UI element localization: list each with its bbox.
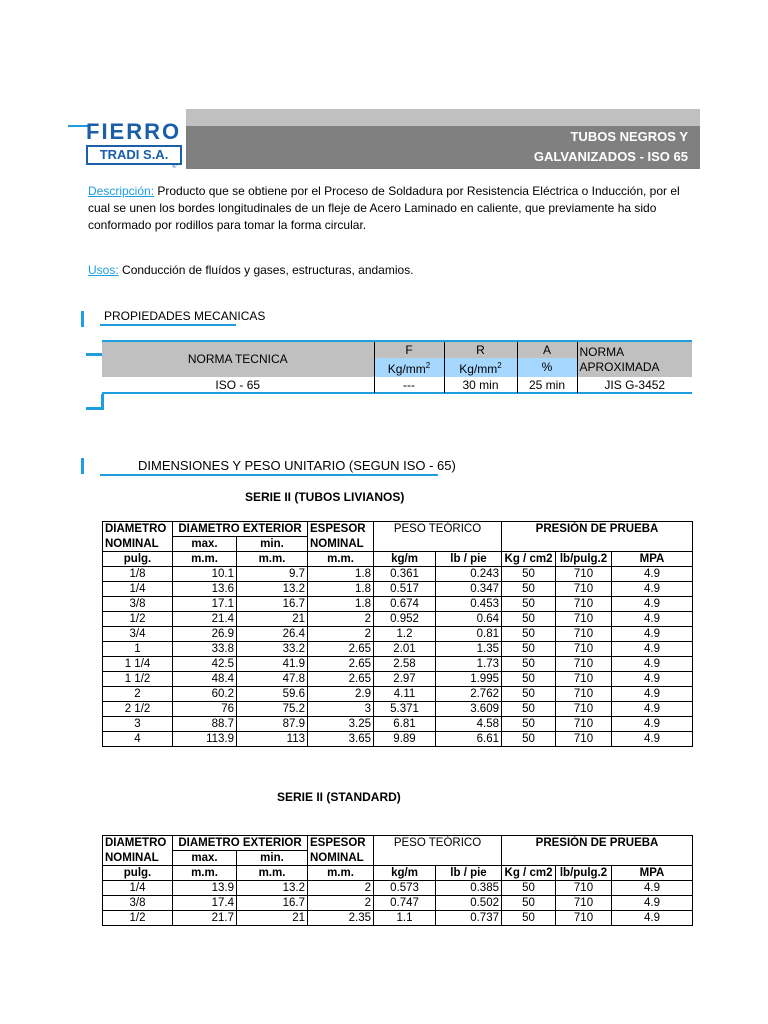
cell-kgcm2: 50 [502,881,556,896]
cell-min: 59.6 [237,687,308,702]
cell-diametro: 2 [103,687,173,702]
cell-max: 76 [173,702,237,717]
unit-kgm: kg/m [374,552,436,567]
cell-min: 21 [237,911,308,926]
cell-mpa: 4.9 [612,672,693,687]
unit-lbpie: lb / pie [436,552,502,567]
table-row [103,627,693,642]
cell-lbpulg2: 710 [556,896,612,911]
unit-kgcm2: Kg / cm2 [502,552,556,567]
cell-espesor: 2 [308,612,374,627]
cell-max: 13.6 [173,582,237,597]
table-row [103,567,693,582]
header-min: min. [237,851,308,866]
cell-lbpulg2: 710 [556,702,612,717]
header-blank [502,537,693,552]
table-row [103,702,693,717]
cell-kgm: 0.747 [374,896,436,911]
cell-max: 88.7 [173,717,237,732]
cell-lbpulg2: 710 [556,881,612,896]
header-r: R [444,342,517,358]
cell-kgm: 1.2 [374,627,436,642]
section-underline [100,474,438,476]
cell-diametro: 1 1/4 [103,657,173,672]
table-row [103,657,693,672]
cell-diametro: 3/4 [103,627,173,642]
unit-mm-min: m.m. [237,866,308,881]
cell-espesor: 2 [308,896,374,911]
serie2-table-body [103,881,693,926]
cell-espesor: 2.65 [308,657,374,672]
header-f: F [374,342,444,358]
unit-r-text: Kg/mm [459,362,498,376]
cell-lbpie: 0.243 [436,567,502,582]
table-row [103,612,693,627]
uses-paragraph [88,262,698,279]
header-blank [374,851,502,866]
unit-f-text: Kg/mm [387,362,426,376]
cell-kgm: 6.81 [374,717,436,732]
table-accent-line [101,394,104,410]
header-peso-teorico: PESO TEÓRICO [374,836,502,851]
cell-kgm: 0.674 [374,597,436,612]
header-espesor: ESPESOR [308,836,374,851]
table-header-row [102,342,692,358]
table-row [102,377,692,393]
cell-lbpulg2: 710 [556,627,612,642]
cell-lbpie: 0.453 [436,597,502,612]
cell-lbpie: 0.385 [436,881,502,896]
unit-r [444,358,517,377]
cell-kgcm2: 50 [502,582,556,597]
cell-r: 30 min [444,377,517,393]
cell-mpa: 4.9 [612,911,693,926]
cell-min: 41.9 [237,657,308,672]
unit-mm-espesor: m.m. [308,866,374,881]
unit-kgm: kg/m [374,866,436,881]
unit-mpa: MPA [612,866,693,881]
company-logo [86,120,186,168]
cell-kgm: 0.361 [374,567,436,582]
table-header-row [103,522,693,537]
unit-mm-espesor: m.m. [308,552,374,567]
cell-kgm: 2.58 [374,657,436,672]
cell-espesor: 2.9 [308,687,374,702]
cell-kgm: 0.573 [374,881,436,896]
cell-max: 17.4 [173,896,237,911]
cell-lbpulg2: 710 [556,582,612,597]
header-norma-aproximada [577,342,692,377]
cell-mpa: 4.9 [612,627,693,642]
unit-mm-max: m.m. [173,866,237,881]
table-row [103,717,693,732]
description-label: Descripción: [88,184,155,198]
table-accent-line [86,353,102,356]
cell-min: 21 [237,612,308,627]
table-row [103,687,693,702]
cell-max: 10.1 [173,567,237,582]
serie2-title: SERIE II (STANDARD) [277,790,401,804]
cell-espesor: 2.65 [308,642,374,657]
cell-kgm: 0.517 [374,582,436,597]
logo-text-tradi: TRADI S.A. [86,145,182,165]
unit-kgcm2: Kg / cm2 [502,866,556,881]
cell-max: 48.4 [173,672,237,687]
cell-a: 25 min [517,377,577,393]
cell-diametro: 3/8 [103,597,173,612]
cell-diametro: 1 1/2 [103,672,173,687]
cell-kgcm2: 50 [502,612,556,627]
cell-lbpulg2: 710 [556,911,612,926]
cell-min: 113 [237,732,308,747]
unit-mm-max: m.m. [173,552,237,567]
cell-espesor: 1.8 [308,567,374,582]
header-diametro-exterior: DIAMETRO EXTERIOR [173,522,308,537]
table-row [103,881,693,896]
cell-min: 9.7 [237,567,308,582]
cell-lbpulg2: 710 [556,687,612,702]
header-peso-teorico: PESO TEÓRICO [374,522,502,537]
section-underline [100,324,236,326]
cell-kgm: 1.1 [374,911,436,926]
cell-mpa: 4.9 [612,896,693,911]
cell-min: 33.2 [237,642,308,657]
table-row [103,896,693,911]
cell-diametro: 1/2 [103,612,173,627]
header-bar-top [186,109,700,126]
unit-lbpulg2: lb/pulg.2 [556,866,612,881]
cell-kgcm2: 50 [502,911,556,926]
section-title-dimensions: DIMENSIONES Y PESO UNITARIO (SEGUN ISO - 65) [138,458,456,473]
cell-espesor: 1.8 [308,582,374,597]
unit-f [374,358,444,377]
table-unit-row [103,552,693,567]
cell-lbpulg2: 710 [556,732,612,747]
page-title-line2: GALVANIZADOS - ISO 65 [533,149,688,164]
unit-pulg: pulg. [103,552,173,567]
cell-espesor: 3.65 [308,732,374,747]
cell-diametro: 1/8 [103,567,173,582]
unit-mm-min: m.m. [237,552,308,567]
cell-mpa: 4.9 [612,881,693,896]
cell-mpa: 4.9 [612,612,693,627]
cell-kgcm2: 50 [502,627,556,642]
cell-kgcm2: 50 [502,687,556,702]
table-header-row [103,851,693,866]
section-marker [81,458,84,474]
table-row [103,672,693,687]
cell-norma: ISO - 65 [215,377,261,392]
cell-mpa: 4.9 [612,597,693,612]
cell-f: --- [374,377,444,393]
unit-lbpie: lb / pie [436,866,502,881]
header-norma-aproximada-line2: APROXIMADA [579,359,660,374]
cell-lbpie: 6.61 [436,732,502,747]
header-espesor-nominal: NOMINAL [308,851,374,866]
cell-kgm: 4.11 [374,687,436,702]
cell-lbpulg2: 710 [556,597,612,612]
cell-diametro: 2 1/2 [103,702,173,717]
cell-mpa: 4.9 [612,582,693,597]
description-text: Producto que se obtiene por el Proceso de Soldadura por Resistencia Eléctrica o Inducción, por el cual se unen los bordes longitudinales de un fleje de Acero Laminado en caliente, que previamente ha sido conformado por rodillos para tomar la forma circular. [88,184,680,232]
unit-f-exponent: 2 [425,361,431,370]
logo-text-fierro: FIERRO [86,119,182,144]
cell-lbpie: 0.81 [436,627,502,642]
cell-max: 13.9 [173,881,237,896]
cell-lbpie: 0.502 [436,896,502,911]
header-diametro-exterior: DIAMETRO EXTERIOR [173,836,308,851]
cell-mpa: 4.9 [612,732,693,747]
cell-lbpie: 0.64 [436,612,502,627]
cell-lbpulg2: 710 [556,672,612,687]
unit-pulg: pulg. [103,866,173,881]
cell-espesor: 2.35 [308,911,374,926]
cell-min: 16.7 [237,896,308,911]
cell-max: 17.1 [173,597,237,612]
cell-mpa: 4.9 [612,702,693,717]
cell-lbpulg2: 710 [556,612,612,627]
unit-a: % [517,358,577,377]
header-presion-prueba: PRESIÓN DE PRUEBA [502,522,693,537]
cell-max: 113.9 [173,732,237,747]
header-min: min. [237,537,308,552]
cell-kgm: 2.01 [374,642,436,657]
header-nominal: NOMINAL [103,537,173,552]
cell-max: 33.8 [173,642,237,657]
serie2-table [102,835,693,926]
cell-diametro: 4 [103,732,173,747]
serie1-title: SERIE II (TUBOS LIVIANOS) [245,490,405,504]
cell-lbpie: 0.737 [436,911,502,926]
cell-max: 26.9 [173,627,237,642]
header-diametro: DIAMETRO [103,522,173,537]
cell-diametro: 3/8 [103,896,173,911]
cell-mpa: 4.9 [612,687,693,702]
table-unit-row [103,866,693,881]
cell-max: 21.4 [173,612,237,627]
uses-label: Usos: [88,263,119,277]
header-blank [374,537,502,552]
cell-diametro: 1/4 [103,881,173,896]
cell-diametro: 1/4 [103,582,173,597]
cell-espesor: 2.65 [308,672,374,687]
table-row [103,911,693,926]
cell-kgcm2: 50 [502,567,556,582]
cell-mpa: 4.9 [612,657,693,672]
cell-diametro: 1 [103,642,173,657]
cell-diametro: 1/2 [103,911,173,926]
cell-kgcm2: 50 [502,657,556,672]
cell-lbpulg2: 710 [556,657,612,672]
cell-espesor: 2 [308,881,374,896]
section-title-mechanical: PROPIEDADES MECANICAS [104,309,266,323]
unit-r-exponent: 2 [497,361,502,370]
logo-registered-mark: ® [172,164,177,170]
header-max: max. [173,851,237,866]
cell-max: 21.7 [173,911,237,926]
cell-lbpie: 1.995 [436,672,502,687]
cell-kgm: 5.371 [374,702,436,717]
cell-min: 75.2 [237,702,308,717]
cell-max: 60.2 [173,687,237,702]
cell-kgcm2: 50 [502,642,556,657]
serie1-table-body [103,567,693,747]
cell-kgcm2: 50 [502,672,556,687]
unit-mpa: MPA [612,552,693,567]
section-marker [81,311,84,327]
cell-espesor: 1.8 [308,597,374,612]
cell-mpa: 4.9 [612,717,693,732]
logo-accent-line [68,125,88,127]
header-max: max. [173,537,237,552]
cell-kgm: 0.952 [374,612,436,627]
cell-espesor: 3 [308,702,374,717]
unit-lbpulg2: lb/pulg.2 [556,552,612,567]
table-row [103,642,693,657]
cell-diametro: 3 [103,717,173,732]
cell-lbpulg2: 710 [556,567,612,582]
cell-lbpie: 3.609 [436,702,502,717]
description-paragraph [88,183,698,234]
page-title-line1: TUBOS NEGROS Y [570,129,688,144]
cell-kgm: 9.89 [374,732,436,747]
cell-min: 16.7 [237,597,308,612]
cell-lbpie: 0.347 [436,582,502,597]
cell-lbpie: 1.35 [436,642,502,657]
header-a: A [517,342,577,358]
cell-min: 87.9 [237,717,308,732]
cell-lbpie: 4.58 [436,717,502,732]
cell-kgcm2: 50 [502,597,556,612]
cell-max: 42.5 [173,657,237,672]
cell-kgcm2: 50 [502,896,556,911]
table-row [103,732,693,747]
cell-min: 26.4 [237,627,308,642]
cell-lbpie: 1.73 [436,657,502,672]
header-presion-prueba: PRESIÓN DE PRUEBA [502,836,693,851]
table-row [103,597,693,612]
header-espesor: ESPESOR [308,522,374,537]
cell-espesor: 2 [308,627,374,642]
header-norma-tecnica: NORMA TECNICA [102,342,374,377]
cell-lbpie: 2.762 [436,687,502,702]
cell-espesor: 3.25 [308,717,374,732]
cell-kgcm2: 50 [502,717,556,732]
header-nominal: NOMINAL [103,851,173,866]
page-title [534,127,688,167]
cell-mpa: 4.9 [612,567,693,582]
uses-text: Conducción de fluídos y gases, estructuras, andamios. [122,263,414,277]
table-header-row [103,836,693,851]
cell-kgm: 2.97 [374,672,436,687]
header-espesor-nominal: NOMINAL [308,537,374,552]
header-norma-aproximada-line1: NORMA [579,344,625,359]
cell-mpa: 4.9 [612,642,693,657]
cell-min: 13.2 [237,582,308,597]
cell-aprox: JIS G-3452 [577,377,692,393]
serie1-table [102,521,693,747]
table-header-row [103,537,693,552]
table-row [103,582,693,597]
cell-lbpulg2: 710 [556,642,612,657]
header-diametro: DIAMETRO [103,836,173,851]
mechanical-properties-table [102,342,692,393]
cell-min: 47.8 [237,672,308,687]
header-blank [502,851,693,866]
cell-lbpulg2: 710 [556,717,612,732]
cell-kgcm2: 50 [502,732,556,747]
cell-min: 13.2 [237,881,308,896]
cell-kgcm2: 50 [502,702,556,717]
